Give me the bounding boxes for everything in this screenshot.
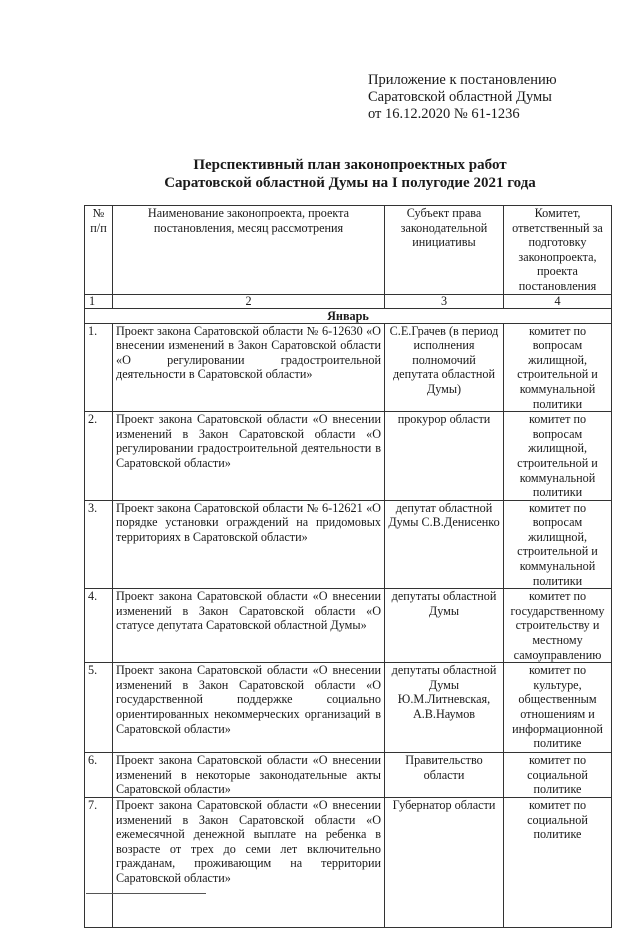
header-num: № п/п bbox=[85, 206, 113, 295]
row-subject: С.Е.Грачев (в период исполнения полномочий депутата областной Думы) bbox=[385, 323, 504, 412]
header-subject: Субъект права законодательной инициативы bbox=[385, 206, 504, 295]
column-index-4: 4 bbox=[504, 294, 612, 308]
row-committee: комитет по вопросам жилищной, строительной и коммунальной политики bbox=[504, 323, 612, 412]
column-index-3: 3 bbox=[385, 294, 504, 308]
row-num: 1. bbox=[85, 323, 113, 412]
month-row bbox=[85, 308, 612, 323]
row-name: Проект закона Саратовской области № 6-12621 «О порядке установки ограждений на придомовых территориях в Саратовской области» bbox=[113, 500, 385, 589]
table-row bbox=[85, 500, 612, 589]
footnote-divider bbox=[86, 893, 206, 894]
title-line-2: Саратовской областной Думы на I полугодие 2021 года bbox=[164, 175, 536, 191]
row-subject: Правительство области bbox=[385, 753, 504, 798]
row-subject: Губернатор области bbox=[385, 798, 504, 928]
table-row bbox=[85, 323, 612, 412]
column-index-row bbox=[85, 294, 612, 308]
row-num: 3. bbox=[85, 500, 113, 589]
row-name: Проект закона Саратовской области «О внесении изменений в Закон Саратовской области «О регулировании градостроительной деятельности в Саратовской области» bbox=[113, 412, 385, 501]
row-num: 4. bbox=[85, 589, 113, 663]
row-name: Проект закона Саратовской области № 6-12630 «О внесении изменений в Закон Саратовской области «О регулировании градостроительной деятельности в Саратовской области» bbox=[113, 323, 385, 412]
row-num: 2. bbox=[85, 412, 113, 501]
header-committee: Комитет, ответственный за подготовку законопроекта, проекта постановления bbox=[504, 206, 612, 295]
row-subject: депутаты областной Думы Ю.М.Литневская, А.В.Наумов bbox=[385, 663, 504, 753]
row-subject: депутат областной Думы С.В.Денисенко bbox=[385, 500, 504, 589]
table-header-row bbox=[85, 206, 612, 295]
row-subject: прокурор области bbox=[385, 412, 504, 501]
row-committee: комитет по государственному строительству и местному самоуправлению bbox=[504, 589, 612, 663]
title-line-1: Перспективный план законопроектных работ bbox=[193, 157, 507, 173]
table-row bbox=[85, 798, 612, 928]
row-name: Проект закона Саратовской области «О внесении изменений в некоторые законодательные акты Саратовской области» bbox=[113, 753, 385, 798]
column-index-2: 2 bbox=[113, 294, 385, 308]
table-row bbox=[85, 753, 612, 798]
month-label: Январь bbox=[85, 308, 612, 323]
document-title bbox=[60, 156, 640, 192]
row-num: 6. bbox=[85, 753, 113, 798]
table-row bbox=[85, 412, 612, 501]
row-name: Проект закона Саратовской области «О внесении изменений в Закон Саратовской области «О статусе депутата Саратовской областной Думы» bbox=[113, 589, 385, 663]
row-name: Проект закона Саратовской области «О внесении изменений в Закон Саратовской области «О ежемесячной денежной выплате на ребенка в возрасте от трех до семи лет включительно гражданам, проживающим на территории Саратовской области» bbox=[113, 798, 385, 928]
row-committee: комитет по социальной политике bbox=[504, 798, 612, 928]
appendix-line-1: Приложение к постановлению bbox=[368, 72, 557, 88]
row-committee: комитет по культуре, общественным отношениям и информационной политике bbox=[504, 663, 612, 753]
appendix-block bbox=[368, 72, 628, 123]
appendix-line-2: Саратовской областной Думы bbox=[368, 89, 552, 105]
table-row bbox=[85, 589, 612, 663]
plan-table bbox=[84, 205, 612, 928]
table-row bbox=[85, 663, 612, 753]
row-committee: комитет по вопросам жилищной, строительной и коммунальной политики bbox=[504, 412, 612, 501]
row-num: 5. bbox=[85, 663, 113, 753]
row-committee: комитет по социальной политике bbox=[504, 753, 612, 798]
row-name: Проект закона Саратовской области «О внесении изменений в Закон Саратовской области «О государственной поддержке социально ориентированных некоммерческих организаций в Саратовской области» bbox=[113, 663, 385, 753]
row-num: 7. bbox=[85, 798, 113, 928]
header-name: Наименование законопроекта, проекта постановления, месяц рассмотрения bbox=[113, 206, 385, 295]
column-index-1: 1 bbox=[85, 294, 113, 308]
row-subject: депутаты областной Думы bbox=[385, 589, 504, 663]
row-committee: комитет по вопросам жилищной, строительной и коммунальной политики bbox=[504, 500, 612, 589]
appendix-line-3: от 16.12.2020 № 61-1236 bbox=[368, 106, 520, 122]
